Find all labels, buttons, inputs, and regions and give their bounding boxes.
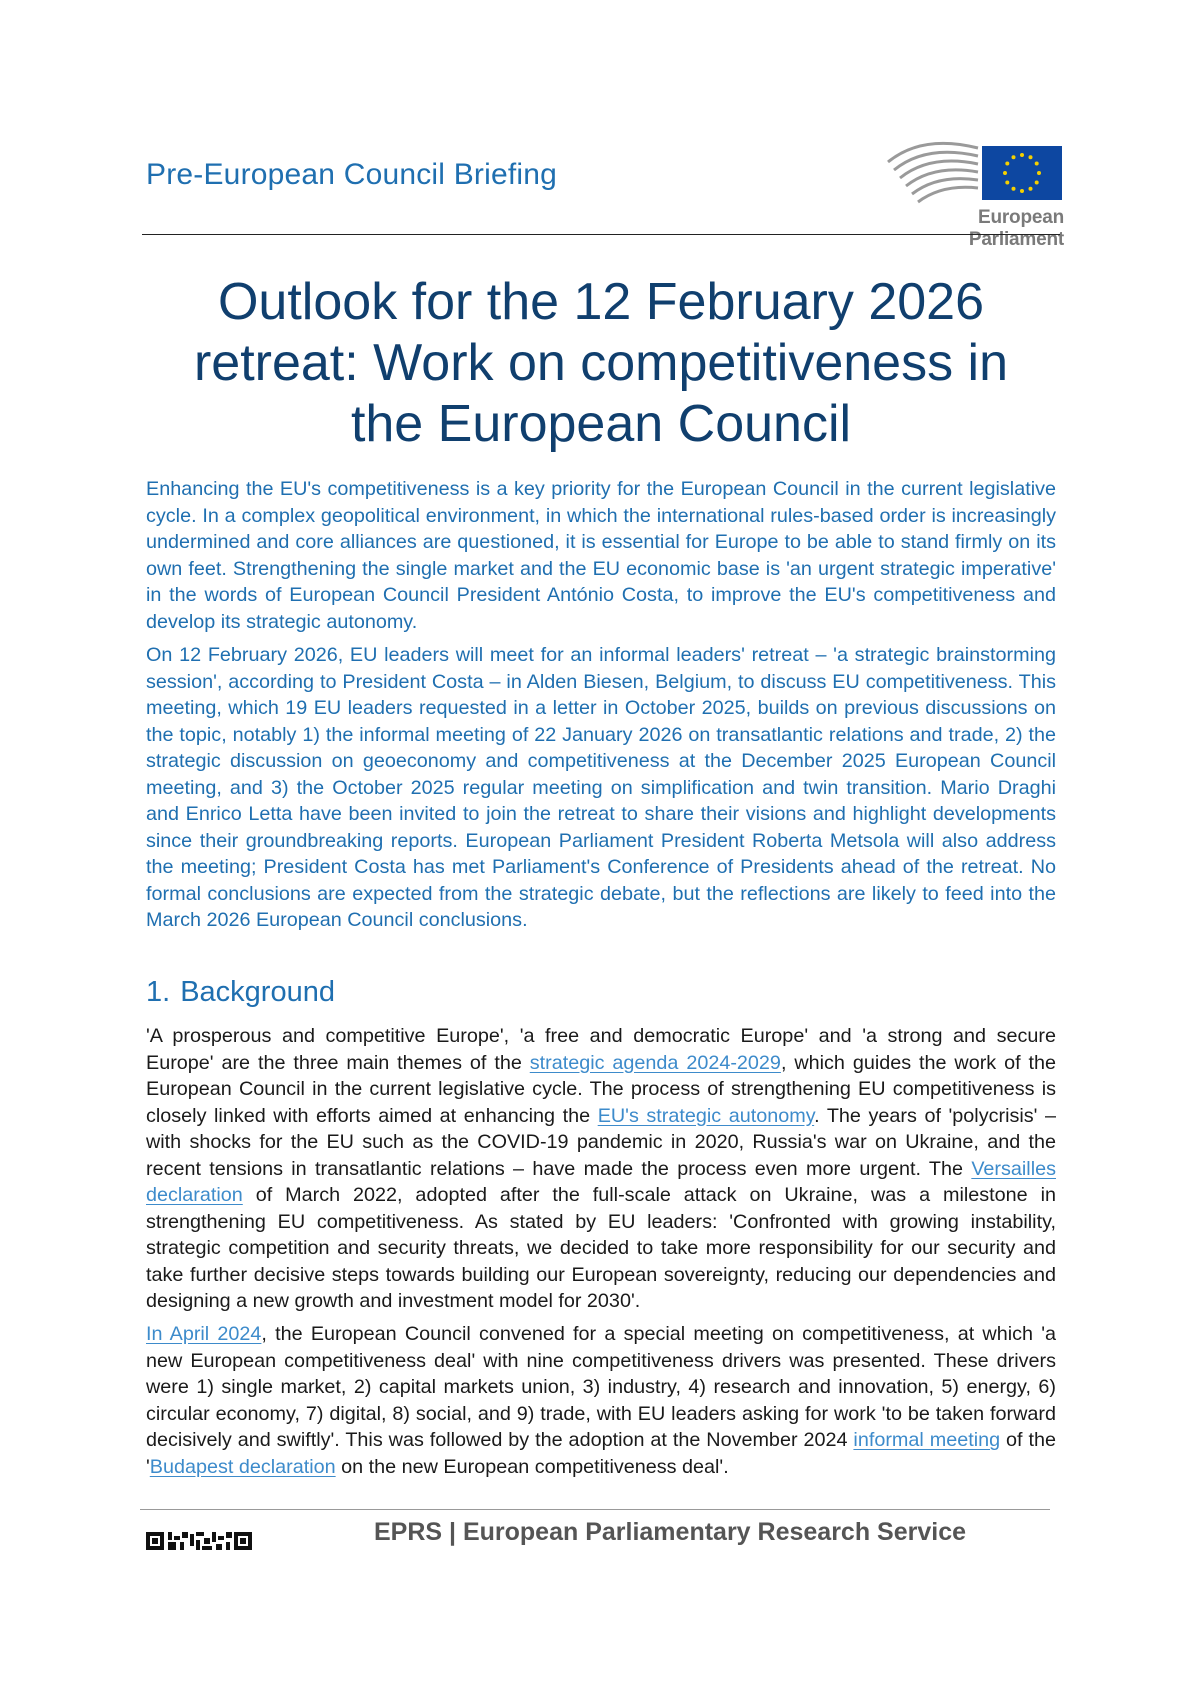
title-line: the European Council — [350, 395, 852, 453]
qr-code-icon — [146, 1532, 252, 1550]
informal-meeting-link[interactable]: informal meeting — [853, 1429, 1001, 1451]
header-divider — [142, 234, 1060, 235]
logo-wordmark: European Parliament — [968, 207, 1064, 250]
text-run: 'A prosperous and competitive Europe', 'a free and democratic Europe' and 'a strong and secure Europe' are the three main themes of the — [146, 1025, 1056, 1074]
footer-label: EPRS | European Parliamentary Research Service — [374, 1518, 967, 1546]
section-number: 1. — [146, 976, 171, 1008]
budapest-declaration-link[interactable]: Budapest declaration — [149, 1455, 336, 1478]
title-line: Outlook for the 12 February 2026 — [217, 273, 984, 331]
section-heading — [146, 976, 335, 1009]
text-run: , the European Council convened for a special meeting on competitiveness, at which 'a new European competitiveness deal' with nine competitiveness drivers was presented. These drivers were 1) single market, 2) capital markets union, 3) industry, 4) research and innovation, 5) energy, 6) circular economy, 7) digital, 8) social, and 9) trade, with EU leaders asking for work 'to be taken forward decisively and swiftly'. This was followed by the adoption at the November 2024 — [146, 1323, 1056, 1451]
versailles-declaration-link[interactable]: Versailles declaration — [146, 1157, 1056, 1206]
footer-divider — [140, 1509, 1050, 1510]
text-run: on the new European competitiveness deal'. — [335, 1455, 729, 1478]
briefing-label: Pre-European Council Briefing — [146, 158, 558, 191]
background-paragraph-2 — [146, 1321, 1056, 1480]
strategic-agenda-link[interactable]: strategic agenda 2024-2029 — [529, 1051, 781, 1074]
intro-paragraph-2: On 12 February 2026, EU leaders will meet for an informal leaders' retreat – 'a strategic brainstorming session', according to President Costa – in Alden Biesen, Belgium, to discuss EU competitiveness. This meeting, which 19 EU leaders requested in a letter in October 2025, builds on previous discussions on the topic, notably 1) the informal meeting of 22 January 2026 on transatlantic relations and trade, 2) the strategic discussion on geoeconomy and competitiveness at the December 2025 European Council meeting, and 3) the October 2025 regular meeting on simplification and twin transition. Mario Draghi and Enrico Letta have been invited to join the retreat to share their visions and highlight developments since their groundbreaking reports. European Parliament President Roberta Metsola will also address the meeting; President Costa has met Parliament's Conference of Presidents ahead of the retreat. No formal conclusions are expected from the strategic debate, but the reflections are likely to feed into the March 2026 European Council conclusions. — [146, 644, 1056, 931]
page-title — [142, 272, 1060, 455]
text-run: of March 2022, adopted after the full-scale attack on Ukraine, was a milestone in strengthening EU competitiveness. As stated by EU leaders: 'Confronted with growing instability, strategic competition and security threats, we decided to take more responsibility for our security and take further decisive steps towards building our European sovereignty, reducing our dependencies and designing a new growth and investment model for 2030'. — [146, 1184, 1056, 1312]
section-title: Background — [180, 976, 335, 1008]
hemicycle-icon — [888, 143, 978, 202]
april-2024-link[interactable]: In April 2024 — [146, 1323, 262, 1345]
text-run: of the ' — [146, 1429, 1056, 1478]
text-run: . The years of 'polycrisis' – with shocks for the EU such as the COVID-19 pandemic in 2020, Russia's war on Ukraine, and the recent tensions in transatlantic relations – have made the process even more urgent. The — [146, 1104, 1056, 1180]
intro-paragraph-1: Enhancing the EU's competitiveness is a key priority for the European Council in the current legislative cycle. In a complex geopolitical environment, in which the international rules-based order is increasingly undermined and core alliances are questioned, it is essential for Europe to be able to stand firmly on its own feet. Strengthening the single market and the EU economic base is 'an urgent strategic imperative' in the words of European Council President António Costa, to improve the EU's competitiveness and develop its strategic autonomy. — [146, 478, 1056, 633]
title-line: retreat: Work on competitiveness in — [193, 334, 1009, 392]
text-run: , which guides the work of the European Council in the current legislative cycle. The process of strengthening EU competitiveness is closely linked with efforts aimed at enhancing the — [146, 1051, 1056, 1127]
strategic-autonomy-link[interactable]: EU's strategic autonomy — [597, 1104, 815, 1127]
background-paragraph-1 — [146, 1023, 1056, 1315]
